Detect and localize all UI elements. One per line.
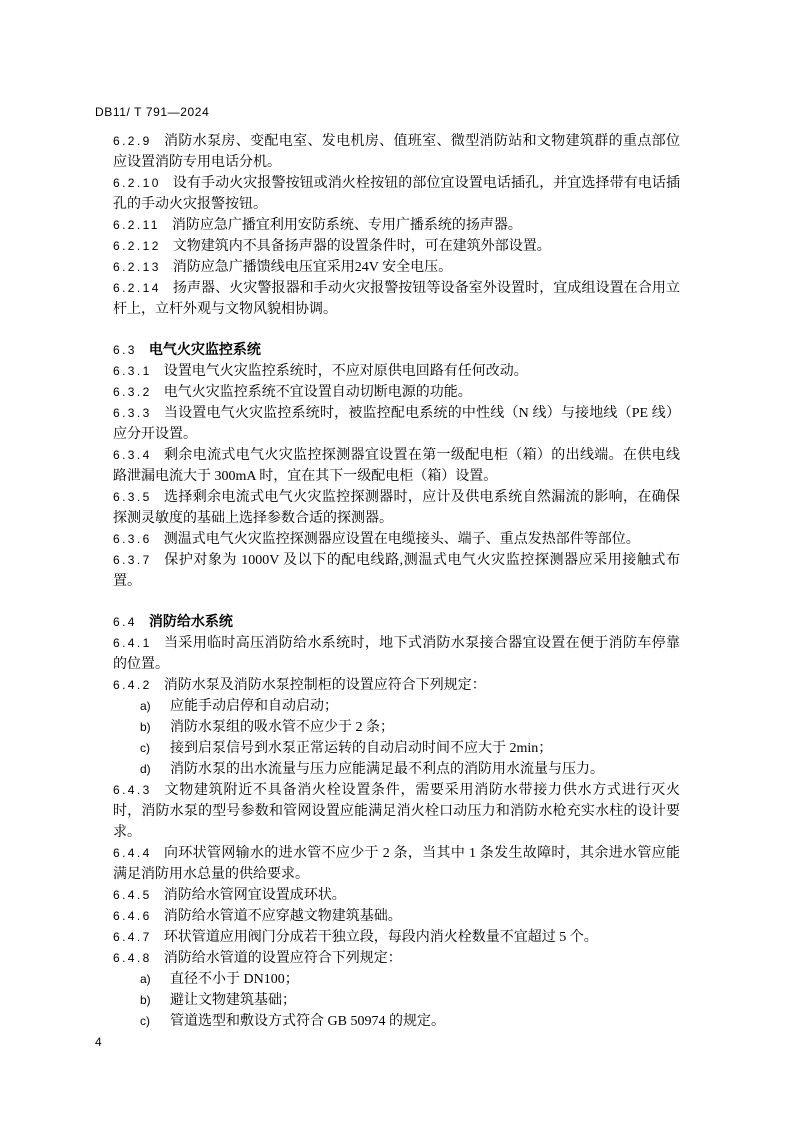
list-item-label: a) bbox=[140, 699, 151, 713]
clause-text: 环状管道应用阀门分成若干独立段，每段内消火栓数量不宜超过 5 个。 bbox=[163, 930, 598, 945]
clause-text: 文物建筑内不具备扬声器的设置条件时，可在建筑外部设置。 bbox=[172, 239, 551, 254]
clause-number: 6.4.8 bbox=[113, 951, 152, 965]
clause-number: 6.3.6 bbox=[113, 532, 152, 546]
clause-text: 当设置电气火灾监控系统时，被监控配电系统的中性线（N 线）与接地线（PE 线）应分开设置。 bbox=[113, 406, 680, 442]
page-number: 4 bbox=[95, 1035, 102, 1049]
list-item-text: 直径不小于 DN100； bbox=[170, 972, 299, 987]
clause-6-3-4 bbox=[113, 445, 680, 487]
section-number: 6.3 bbox=[113, 343, 137, 357]
clause-number: 6.3.3 bbox=[113, 406, 152, 420]
clause-text: 消防给水管道不应穿越文物建筑基础。 bbox=[163, 909, 402, 924]
section-title: 电气火灾监控系统 bbox=[148, 342, 261, 358]
list-item-label: b) bbox=[140, 720, 151, 734]
clause-number: 6.4.2 bbox=[113, 678, 152, 692]
clause-number: 6.2.12 bbox=[113, 239, 161, 253]
document-code-header: DB11/ T 791—2024 bbox=[95, 105, 210, 119]
clause-number: 6.4.6 bbox=[113, 909, 152, 923]
clause-text: 扬声器、火灾警报器和手动火灾报警按钮等设备室外设置时，宜成组设置在合用立杆上，立杆外观与文物风貌相协调。 bbox=[113, 281, 680, 317]
list-item-text: 管道选型和敷设方式符合 GB 50974 的规定。 bbox=[170, 1014, 445, 1029]
clause-text: 当采用临时高压消防给水系统时，地下式消防水泵接合器宜设置在便于消防车停靠的位置。 bbox=[113, 636, 680, 672]
clause-6-2-12 bbox=[113, 236, 680, 257]
clause-number: 6.2.10 bbox=[113, 176, 161, 190]
clause-6-4-8 bbox=[113, 948, 680, 969]
section-title: 消防给水系统 bbox=[148, 614, 233, 630]
clause-number: 6.3.1 bbox=[113, 364, 152, 378]
clause-6-4-3 bbox=[113, 780, 680, 843]
clause-number: 6.3.5 bbox=[113, 490, 152, 504]
clause-text: 电气火灾监控系统不宜设置自动切断电源的功能。 bbox=[163, 385, 472, 400]
list-item-label: c) bbox=[140, 1014, 150, 1028]
list-item-label: d) bbox=[140, 762, 151, 776]
section-heading-6-4 bbox=[113, 612, 680, 633]
list-item bbox=[113, 990, 680, 1011]
clause-6-4-4 bbox=[113, 843, 680, 885]
clause-6-3-3 bbox=[113, 403, 680, 445]
list-item-label: b) bbox=[140, 993, 151, 1007]
clause-number: 6.4.4 bbox=[113, 846, 152, 860]
clause-number: 6.3.2 bbox=[113, 385, 152, 399]
clause-text: 文物建筑附近不具备消火栓设置条件，需要采用消防水带接力供水方式进行灭火时，消防水泵的型号参数和管网设置应能满足消火栓口动压力和消防水枪充实水柱的设计要求。 bbox=[113, 783, 680, 840]
list-item bbox=[113, 759, 680, 780]
clause-6-4-1 bbox=[113, 633, 680, 675]
list-item-text: 消防水泵的出水流量与压力应能满足最不利点的消防用水流量与压力。 bbox=[170, 762, 604, 777]
clause-text: 消防给水管道的设置应符合下列规定： bbox=[163, 951, 402, 966]
clause-text: 消防水泵房、变配电室、发电机房、值班室、微型消防站和文物建筑群的重点部位应设置消防专用电话分机。 bbox=[113, 134, 680, 170]
clause-number: 6.2.14 bbox=[113, 281, 161, 295]
clause-text: 剩余电流式电气火灾监控探测器宜设置在第一级配电柜（箱）的出线端。在供电线路泄漏电流大于 300mA 时，宜在其下一级配电柜（箱）设置。 bbox=[113, 448, 680, 484]
clause-text: 测温式电气火灾监控探测器应设置在电缆接头、端子、重点发热部件等部位。 bbox=[163, 532, 640, 547]
clause-6-4-2 bbox=[113, 675, 680, 696]
list-item-label: c) bbox=[140, 741, 150, 755]
list-item bbox=[113, 738, 680, 759]
clause-6-2-11 bbox=[113, 215, 680, 236]
clause-text: 消防给水管网宜设置成环状。 bbox=[163, 888, 346, 903]
list-item bbox=[113, 717, 680, 738]
clause-6-2-10 bbox=[113, 173, 680, 215]
list-item-text: 消防水泵组的吸水管不应少于 2 条； bbox=[170, 720, 394, 735]
section-heading-6-3 bbox=[113, 340, 680, 361]
clause-text: 选择剩余电流式电气火灾监控探测器时，应计及供电系统自然漏流的影响，在确保探测灵敏度的基础上选择参数合适的探测器。 bbox=[113, 490, 680, 526]
clause-text: 消防应急广播宜利用安防系统、专用广播系统的扬声器。 bbox=[171, 218, 522, 233]
clause-6-3-7 bbox=[113, 550, 680, 592]
clause-text: 保护对象为 1000V 及以下的配电线路,测温式电气火灾监控探测器应采用接触式布置。 bbox=[113, 553, 680, 589]
clause-6-3-1 bbox=[113, 361, 680, 382]
clause-6-2-14 bbox=[113, 278, 680, 320]
clause-number: 6.3.7 bbox=[113, 553, 152, 567]
document-body bbox=[113, 131, 680, 1032]
clause-number: 6.4.7 bbox=[113, 930, 152, 944]
clause-text: 消防水泵及消防水泵控制柜的设置应符合下列规定： bbox=[163, 678, 486, 693]
clause-6-4-7 bbox=[113, 927, 680, 948]
clause-text: 设有手动火灾报警按钮或消火栓按钮的部位宜设置电话插孔，并宜选择带有电话插孔的手动火灾报警按钮。 bbox=[113, 176, 680, 212]
clause-number: 6.3.4 bbox=[113, 448, 152, 462]
list-item-label: a) bbox=[140, 972, 151, 986]
clause-number: 6.4.3 bbox=[113, 783, 152, 797]
clause-6-3-2 bbox=[113, 382, 680, 403]
section-number: 6.4 bbox=[113, 615, 137, 629]
clause-text: 设置电气火灾监控系统时，不应对原供电回路有任何改动。 bbox=[163, 364, 528, 379]
clause-6-2-9 bbox=[113, 131, 680, 173]
clause-6-4-5 bbox=[113, 885, 680, 906]
clause-6-2-13 bbox=[113, 257, 680, 278]
clause-number: 6.2.11 bbox=[113, 218, 160, 232]
clause-number: 6.4.5 bbox=[113, 888, 152, 902]
list-item bbox=[113, 1011, 680, 1032]
list-item bbox=[113, 969, 680, 990]
clause-text: 消防应急广播馈线电压宜采用24V 安全电压。 bbox=[172, 260, 453, 275]
list-item bbox=[113, 696, 680, 717]
list-item-text: 避让文物建筑基础； bbox=[170, 993, 296, 1008]
list-item-text: 接到启泵信号到水泵正常运转的自动启动时间不应大于 2min； bbox=[170, 741, 553, 756]
clause-6-4-6 bbox=[113, 906, 680, 927]
clause-number: 6.2.13 bbox=[113, 260, 161, 274]
clause-number: 6.4.1 bbox=[113, 636, 152, 650]
clause-6-3-5 bbox=[113, 487, 680, 529]
clause-text: 向环状管网输水的进水管不应少于 2 条，当其中 1 条发生故障时，其余进水管应能满足消防用水总量的供给要求。 bbox=[113, 846, 680, 882]
clause-number: 6.2.9 bbox=[113, 134, 152, 148]
list-item-text: 应能手动启停和自动启动； bbox=[170, 699, 338, 714]
clause-6-3-6 bbox=[113, 529, 680, 550]
